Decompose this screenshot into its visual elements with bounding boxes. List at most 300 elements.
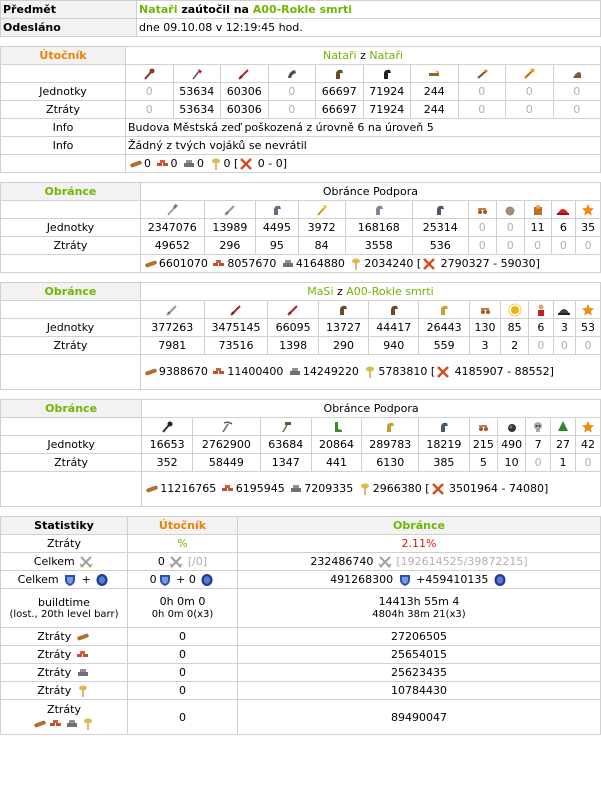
unit-count: 53634 xyxy=(173,101,221,119)
crop-icon xyxy=(348,257,364,270)
unit-count: 0 xyxy=(526,454,551,472)
unit-icon-cell xyxy=(418,418,469,436)
unit-count: 377263 xyxy=(140,319,204,337)
rider-icon[interactable] xyxy=(371,203,387,216)
stats-res-attacker: 0 xyxy=(128,628,238,646)
unit-count: 0 xyxy=(576,237,601,255)
stats-build-label-sub: (lost., 20th level barr) xyxy=(9,608,119,620)
unit-count: 0 xyxy=(529,337,554,355)
hammer-icon[interactable] xyxy=(278,420,294,433)
report-header xyxy=(0,0,601,37)
unit-icon-cell xyxy=(126,65,174,83)
stats-build-defender-sub: 4804h 38m 21(x3) xyxy=(372,608,466,620)
unit-icon-cell xyxy=(311,418,362,436)
attacker-unit-icons xyxy=(1,65,601,83)
star-icon[interactable] xyxy=(580,203,596,216)
unit-icon-cell xyxy=(468,201,496,219)
unit-icon-cell xyxy=(576,201,601,219)
horse-icon[interactable] xyxy=(335,303,351,316)
defender-bounty xyxy=(142,472,601,507)
clay-icon xyxy=(211,257,227,270)
unit-count: 35 xyxy=(576,219,601,237)
defender-table-2 xyxy=(0,282,601,390)
stats-total-defender xyxy=(238,553,601,571)
unit-count: 559 xyxy=(419,337,469,355)
sword-icon[interactable] xyxy=(164,303,180,316)
stats-res-label-text: Ztráty xyxy=(37,683,72,697)
unit-count: 20864 xyxy=(311,436,362,454)
attacker-from: z xyxy=(356,49,370,62)
row-label: Jednotky xyxy=(1,83,126,101)
stats-build-attacker-value: 0h 0m 0 xyxy=(159,594,206,608)
attacker-table xyxy=(0,46,601,173)
defender-role: Obránce xyxy=(1,400,142,418)
stats-total-attacker-extra: [/0] xyxy=(187,554,208,568)
sword-icon[interactable] xyxy=(222,203,238,216)
table-row xyxy=(1,237,601,255)
scout-icon[interactable] xyxy=(284,67,300,80)
knight-icon[interactable] xyxy=(269,203,285,216)
horse-icon[interactable] xyxy=(331,67,347,80)
bounty-wood: 9388670 xyxy=(158,365,208,378)
shield-icon xyxy=(62,573,78,586)
unit-count: 0 xyxy=(553,101,601,119)
axe-icon[interactable] xyxy=(189,67,205,80)
table-row xyxy=(1,337,601,355)
unit-count: 0 xyxy=(458,83,506,101)
unit-count: 130 xyxy=(469,319,500,337)
unit-count: 290 xyxy=(318,337,368,355)
unit-count: 25314 xyxy=(412,219,468,237)
stats-total-defender-extra: [192614525/39872215] xyxy=(396,554,528,568)
stats-res-label xyxy=(1,664,128,682)
hat-icon[interactable] xyxy=(556,303,572,316)
stats-total2-label xyxy=(1,571,128,589)
unit-count: 0 xyxy=(496,237,524,255)
unit-icon-cell xyxy=(458,65,506,83)
bounty-wood: 0 xyxy=(144,156,151,170)
unit-icon-cell xyxy=(412,201,468,219)
unit-count: 49652 xyxy=(140,237,204,255)
unit-icon-cell xyxy=(526,418,551,436)
info-label: Info xyxy=(1,137,126,155)
unit-count: 66697 xyxy=(316,83,364,101)
defender-bounty xyxy=(140,355,600,390)
defender-title: Obránce Podpora xyxy=(140,183,600,201)
iron-icon xyxy=(181,157,197,170)
nomad-icon[interactable] xyxy=(530,203,546,216)
bounty-carry: [ 3501964 - 74080] xyxy=(425,482,549,495)
all-resources-icons xyxy=(32,717,96,730)
unit-count: 42 xyxy=(575,436,600,454)
unit-icon-cell xyxy=(529,301,554,319)
defender-unit-icons xyxy=(1,301,601,319)
unit-count: 6 xyxy=(551,219,576,237)
bounty-carry-value: 2790327 - 59030] xyxy=(437,256,540,270)
unit-icon-cell xyxy=(140,201,204,219)
unit-icon-cell xyxy=(193,418,261,436)
stats-col-defender: Obránce xyxy=(238,517,601,535)
carry-icon xyxy=(238,157,254,170)
unit-icon-cell xyxy=(496,201,524,219)
unit-icon-cell xyxy=(268,65,316,83)
stats-res-label-text: Ztráty xyxy=(37,647,72,661)
bounty-iron: 7209335 xyxy=(304,482,354,495)
crossed-swords-icon xyxy=(168,555,184,568)
bounty-carry-value: 4185907 - 88552] xyxy=(451,365,554,378)
bounty-carry-value: 3501964 - 74080] xyxy=(445,482,549,495)
sword-icon[interactable] xyxy=(285,303,301,316)
unit-count: 3475145 xyxy=(204,319,268,337)
iron-icon xyxy=(280,257,296,270)
round-shield-icon xyxy=(199,573,215,586)
row-label: Jednotky xyxy=(1,319,141,337)
stats-res-defender: 25623435 xyxy=(238,664,601,682)
unit-icon-cell xyxy=(576,301,601,319)
unit-count: 60306 xyxy=(221,83,269,101)
bounty-iron: 0 xyxy=(197,156,204,170)
subject-middle: zaútočil na xyxy=(177,3,253,16)
crossed-swords-icon xyxy=(377,555,393,568)
unit-count: 66095 xyxy=(268,319,318,337)
unit-icon-cell xyxy=(419,301,469,319)
crop-icon xyxy=(362,365,378,378)
unit-count: 53 xyxy=(576,319,601,337)
unit-count: 244 xyxy=(411,83,459,101)
clay-icon xyxy=(48,717,64,730)
iron-icon xyxy=(75,666,91,679)
stats-losses-label: Ztráty xyxy=(1,535,128,553)
unit-icon-cell xyxy=(173,65,221,83)
unit-count: 5 xyxy=(469,454,497,472)
man-icon[interactable] xyxy=(533,303,549,316)
unit-count: 289783 xyxy=(362,436,418,454)
unit-icon-cell xyxy=(553,301,575,319)
bounty-crop: 0 xyxy=(223,156,231,170)
unit-icon-cell xyxy=(524,201,551,219)
unit-count: 2 xyxy=(501,337,529,355)
unit-count: 0 xyxy=(126,83,174,101)
clay-icon xyxy=(75,648,91,661)
skull-icon[interactable] xyxy=(530,420,546,433)
table-row xyxy=(1,436,601,454)
unit-count: 940 xyxy=(369,337,419,355)
carry-icon xyxy=(435,365,451,378)
unit-count: 0 xyxy=(524,237,551,255)
unit-count: 490 xyxy=(498,436,526,454)
defender-table-1 xyxy=(0,182,601,273)
crossed-swords-icon xyxy=(78,555,94,568)
unit-count: 7981 xyxy=(140,337,204,355)
stats-res-label-text: Ztráty xyxy=(37,629,72,643)
wood-icon xyxy=(143,257,159,270)
unit-icon-cell xyxy=(469,301,500,319)
unit-count: 26443 xyxy=(419,319,469,337)
stats-sum-defender: 89490047 xyxy=(238,700,601,735)
row-label: Ztráty xyxy=(1,237,141,255)
table-row xyxy=(1,101,601,119)
unit-count: 53634 xyxy=(173,83,221,101)
bounty-clay: 8057670 xyxy=(227,256,277,270)
info-label: Info xyxy=(1,119,126,137)
unit-count: 73516 xyxy=(204,337,268,355)
stats-total-defender-value: 232486740 xyxy=(310,554,374,568)
bounty-crop: 5783810 xyxy=(378,365,428,378)
bounty-crop: 2966380 xyxy=(372,482,422,495)
unit-count: 0 xyxy=(553,83,601,101)
unit-icon-cell xyxy=(469,418,497,436)
stats-res-label xyxy=(1,628,128,646)
bounty-wood: 11216765 xyxy=(160,482,217,495)
unit-count: 10 xyxy=(498,454,526,472)
stats-sum-label-text: Ztráty xyxy=(47,703,81,716)
bounty-crop: 2034240 xyxy=(364,256,414,270)
star-icon[interactable] xyxy=(580,303,596,316)
unit-count: 13727 xyxy=(318,319,368,337)
wood-icon xyxy=(75,630,91,643)
table-row xyxy=(1,83,601,101)
unit-count: 0 xyxy=(268,83,316,101)
unit-icon-cell xyxy=(498,418,526,436)
sent-value: dne 09.10.08 v 12:19:45 hod. xyxy=(137,19,601,37)
unit-icon-cell xyxy=(506,65,554,83)
wand-icon[interactable] xyxy=(314,203,330,216)
stats-res-attacker: 0 xyxy=(128,682,238,700)
sword-icon[interactable] xyxy=(228,303,244,316)
unit-count: 58449 xyxy=(193,454,261,472)
bounty-carry: [ 2790327 - 59030] xyxy=(416,256,540,270)
bounty-carry: [ 0 - 0] xyxy=(234,156,288,170)
unit-count: 7 xyxy=(526,436,551,454)
ram-icon[interactable] xyxy=(426,67,442,80)
rider-icon[interactable] xyxy=(432,203,448,216)
unit-icon-cell xyxy=(204,301,268,319)
crop-icon xyxy=(208,157,224,170)
stats-losses-defender: 2.11% xyxy=(238,535,601,553)
unit-count: 2762900 xyxy=(193,436,261,454)
clay-icon xyxy=(155,157,171,170)
bounty-clay: 11400400 xyxy=(227,365,284,378)
bounty-spacer xyxy=(1,355,141,390)
ram-icon[interactable] xyxy=(475,420,491,433)
unit-count: 0 xyxy=(268,101,316,119)
unit-count: 244 xyxy=(411,101,459,119)
unit-count: 4495 xyxy=(256,219,299,237)
unit-count: 168168 xyxy=(345,219,412,237)
plus-sign: + xyxy=(81,572,91,586)
stats-total-attacker-value: 0 xyxy=(157,554,165,568)
unit-count: 3 xyxy=(469,337,500,355)
stats-build-attacker xyxy=(128,589,238,628)
sent-label: Odesláno xyxy=(1,19,137,37)
row-label: Ztráty xyxy=(1,337,141,355)
attacker-role: Útočník xyxy=(1,47,126,65)
horse-icon[interactable] xyxy=(386,303,402,316)
unit-icon-cell xyxy=(204,201,255,219)
unit-count: 16653 xyxy=(142,436,193,454)
iron-icon xyxy=(64,717,80,730)
stats-res-attacker: 0 xyxy=(128,646,238,664)
stats-res-defender: 10784430 xyxy=(238,682,601,700)
carry-icon xyxy=(421,257,437,270)
chief-icon[interactable] xyxy=(521,67,537,80)
unit-count: 0 xyxy=(551,237,576,255)
defender-table-3 xyxy=(0,399,601,507)
shield-icon xyxy=(157,573,173,586)
unit-count: 0 xyxy=(506,101,554,119)
bounty-carry-value: 0 - 0] xyxy=(254,156,288,170)
unit-count: 11 xyxy=(524,219,551,237)
stats-build-label-text: buildtime xyxy=(38,595,90,609)
unit-icon-cell xyxy=(316,65,364,83)
stats-res-attacker: 0 xyxy=(128,664,238,682)
bounty-iron: 14249220 xyxy=(302,365,359,378)
subject-label: Předmět xyxy=(1,1,137,19)
boot-icon[interactable] xyxy=(329,420,345,433)
wood-icon xyxy=(144,482,160,495)
sun-icon[interactable] xyxy=(507,303,523,316)
stats-res-label-text: Ztráty xyxy=(37,665,72,679)
unit-icon-cell xyxy=(142,418,193,436)
stats-title: Statistiky xyxy=(1,517,128,535)
unit-count: 0 xyxy=(468,237,496,255)
unit-count: 44417 xyxy=(369,319,419,337)
ram-icon[interactable] xyxy=(477,303,493,316)
unit-icon-cell xyxy=(345,201,412,219)
table-row xyxy=(1,319,601,337)
pick-icon[interactable] xyxy=(218,420,234,433)
unit-count: 66697 xyxy=(316,101,364,119)
unit-count: 0 xyxy=(126,101,174,119)
stats-sum-attacker: 0 xyxy=(128,700,238,735)
unit-count: 296 xyxy=(204,237,255,255)
bounty-spacer xyxy=(1,255,141,273)
clay-icon xyxy=(220,482,236,495)
bounty-spacer xyxy=(1,472,142,507)
stats-res-label xyxy=(1,682,128,700)
unit-icon-cell xyxy=(362,418,418,436)
unit-count: 3 xyxy=(553,319,575,337)
defender-role: Obránce xyxy=(1,283,141,301)
bounty-clay: 6195945 xyxy=(235,482,285,495)
unit-count: 85 xyxy=(501,319,529,337)
horse-icon[interactable] xyxy=(379,67,395,80)
row-label: Jednotky xyxy=(1,219,141,237)
mace-icon[interactable] xyxy=(159,420,175,433)
unit-icon-cell xyxy=(553,65,601,83)
stats-total2-attacker-a: 0 xyxy=(149,572,157,586)
club-icon[interactable] xyxy=(141,67,157,80)
attacker-village-link[interactable]: Nataři xyxy=(369,49,403,62)
subject-target-link[interactable]: A00-Rokle smrti xyxy=(252,3,353,16)
defender-village-link[interactable]: A00-Rokle smrti xyxy=(346,285,434,298)
table-row xyxy=(1,454,601,472)
icon-row-spacer xyxy=(1,418,142,436)
spear-icon[interactable] xyxy=(164,203,180,216)
unit-count: 0 xyxy=(576,337,601,355)
catapult-icon[interactable] xyxy=(504,420,520,433)
stats-res-defender: 25654015 xyxy=(238,646,601,664)
defender-from: z xyxy=(333,285,347,298)
unit-count: 0 xyxy=(468,219,496,237)
stats-build-attacker-sub: 0h 0m 0(x3) xyxy=(151,608,214,620)
unit-count: 0 xyxy=(575,454,600,472)
carry-icon xyxy=(430,482,446,495)
horse-icon[interactable] xyxy=(382,420,398,433)
unit-count: 6130 xyxy=(362,454,418,472)
shield-icon xyxy=(397,573,413,586)
stats-total2-defender-b: +459410135 xyxy=(416,572,489,586)
round-shield-icon xyxy=(492,573,508,586)
unit-icon-cell xyxy=(369,301,419,319)
bounty-clay: 0 xyxy=(170,156,178,170)
unit-icon-cell xyxy=(575,418,600,436)
stats-col-attacker: Útočník xyxy=(128,517,238,535)
unit-count: 1 xyxy=(551,454,576,472)
sword-icon[interactable] xyxy=(236,67,252,80)
horse-icon[interactable] xyxy=(436,303,452,316)
unit-count: 1347 xyxy=(260,454,311,472)
crop-icon xyxy=(80,717,96,730)
unit-count: 215 xyxy=(469,436,497,454)
crop-icon xyxy=(75,684,91,697)
unit-icon-cell xyxy=(256,201,299,219)
subject-attacker-link[interactable]: Nataři xyxy=(139,3,178,16)
catapult-icon[interactable] xyxy=(474,67,490,80)
settler-icon[interactable] xyxy=(569,67,585,80)
wood-icon xyxy=(32,717,48,730)
star-icon[interactable] xyxy=(580,420,596,433)
iron-icon xyxy=(287,365,303,378)
defender-unit-icons xyxy=(1,201,601,219)
icon-row-spacer xyxy=(1,301,141,319)
stats-total-attacker xyxy=(128,553,238,571)
unit-count: 18219 xyxy=(418,436,469,454)
table-row xyxy=(1,219,601,237)
defender-player-link[interactable]: MaSi xyxy=(307,285,334,298)
stats-total2-attacker: 0 + 0 xyxy=(128,571,238,589)
unit-count: 385 xyxy=(418,454,469,472)
info-text: Budova Městská zeď poškozená z úrovně 6 na úroveň 5 xyxy=(126,119,601,137)
attacker-bounty xyxy=(126,155,601,173)
crop-icon xyxy=(357,482,373,495)
stats-total2-defender-a: 491268300 xyxy=(330,572,394,586)
stats-res-label xyxy=(1,646,128,664)
hat-icon[interactable] xyxy=(555,420,571,433)
row-label: Ztráty xyxy=(1,101,126,119)
stats-sum-label xyxy=(1,700,128,735)
stats-total2-label-text: Celkem xyxy=(17,572,59,586)
wood-icon xyxy=(143,365,159,378)
wood-icon xyxy=(128,157,144,170)
unit-count: 13989 xyxy=(204,219,255,237)
unit-icon-cell xyxy=(221,65,269,83)
unit-count: 27 xyxy=(551,436,576,454)
unit-count: 0 xyxy=(458,101,506,119)
rider-icon[interactable] xyxy=(436,420,452,433)
stats-total-label-text: Celkem xyxy=(33,554,75,568)
attacker-player-link[interactable]: Nataři xyxy=(323,49,357,62)
stats-build-defender xyxy=(238,589,601,628)
ram-icon[interactable] xyxy=(474,203,490,216)
unit-count: 71924 xyxy=(363,101,411,119)
rock-icon[interactable] xyxy=(502,203,518,216)
unit-count: 2347076 xyxy=(140,219,204,237)
unit-count: 1398 xyxy=(268,337,318,355)
iron-icon xyxy=(288,482,304,495)
hat-icon[interactable] xyxy=(555,203,571,216)
unit-icon-cell xyxy=(318,301,368,319)
